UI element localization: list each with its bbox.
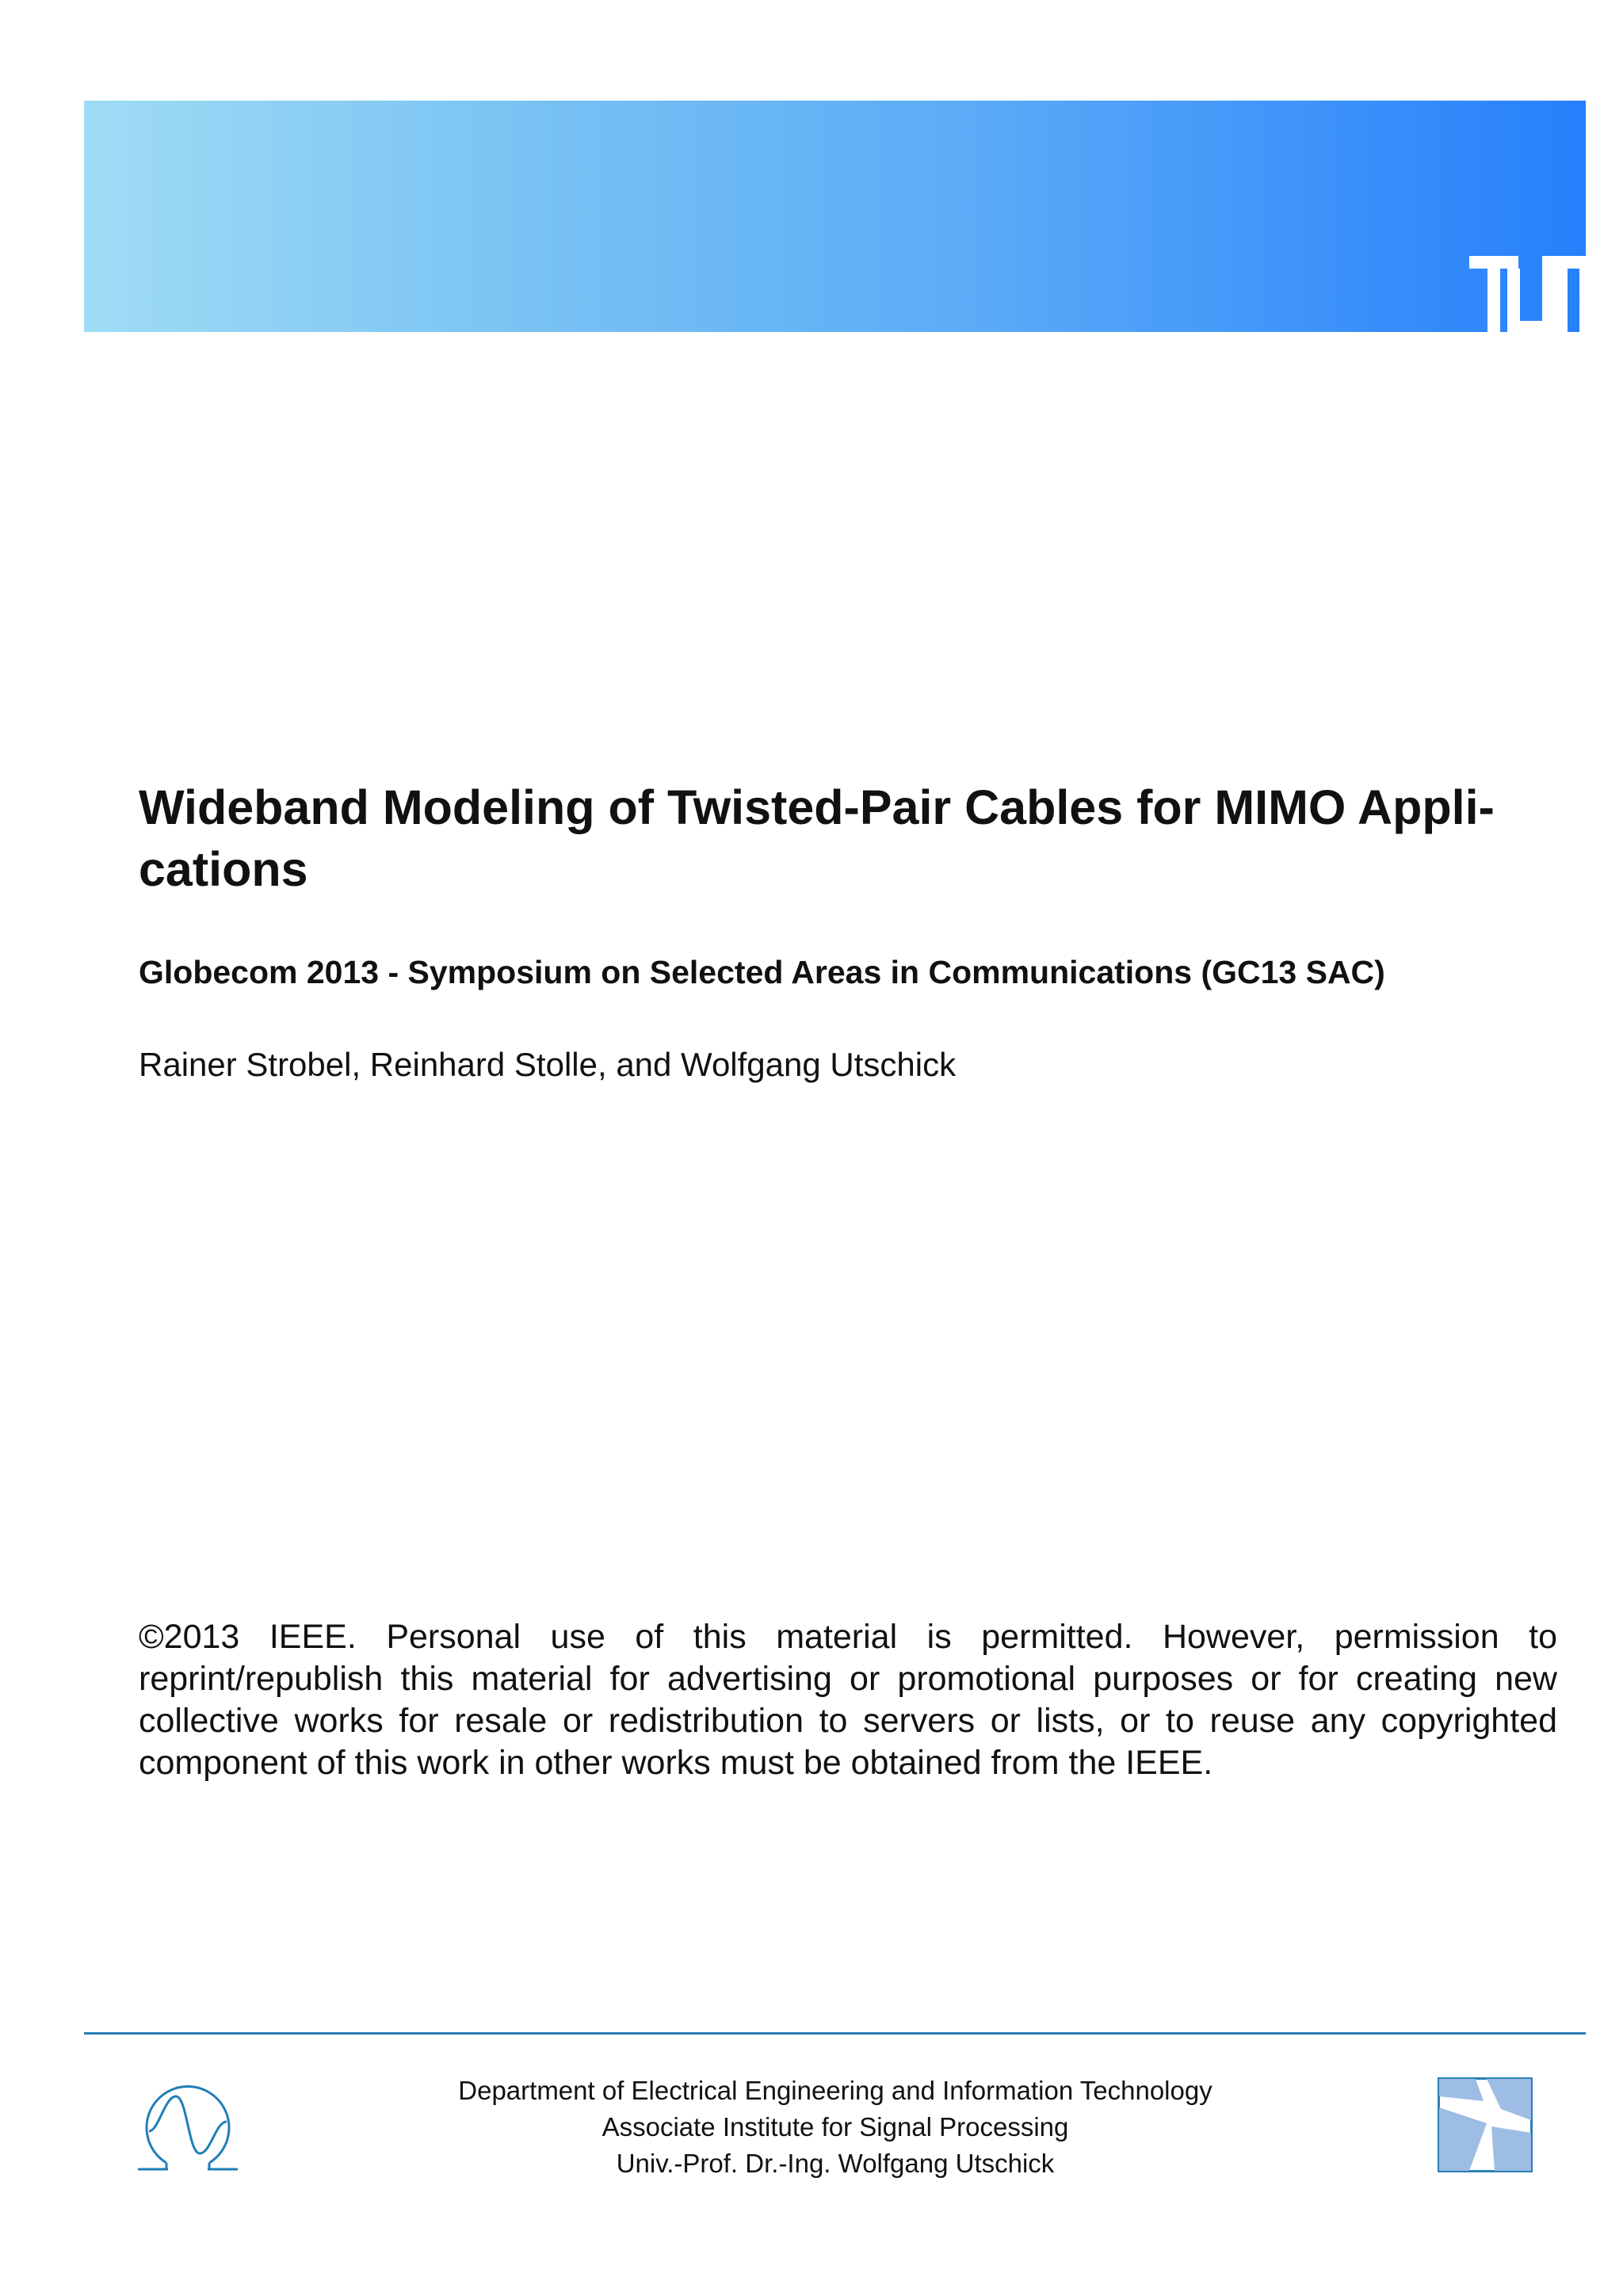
paper-authors: Rainer Strobel, Reinhard Stolle, and Wolfgang Utschick <box>139 1046 957 1083</box>
tum-cube-logo-icon <box>1438 2077 1533 2172</box>
paper-title: Wideband Modeling of Twisted-Pair Cables for MIMO Applications <box>139 780 1495 896</box>
tum-logo-icon <box>1469 256 1617 334</box>
paper-venue: Globecom 2013 - Symposium on Selected Areas in Communications (GC13 SAC) <box>139 954 1385 990</box>
header-banner <box>84 101 1586 377</box>
footer-institute-name: Associate Institute for Signal Processing <box>601 2112 1069 2142</box>
footer-divider <box>84 2032 1586 2035</box>
university-name: Technische Universität München <box>1190 351 1532 377</box>
footer-professor: Univ.-Prof. Dr.-Ing. Wolfgang Utschick <box>616 2149 1055 2178</box>
footer-department: Department of Electrical Engineering and Information Technology <box>458 2076 1212 2105</box>
copyright-notice: ©2013 IEEE. Personal use of this material is permitted. However, permission to reprint/republish this material for advertising or promotional purposes or for creating new collective works for resale or redistribution to servers or lists, or to reuse any copyrighted component of this work in other works must be obtained from the IEEE. <box>139 1618 1557 1782</box>
footer-institute <box>415 2073 1255 2182</box>
signal-processing-logo-icon <box>136 2074 239 2174</box>
